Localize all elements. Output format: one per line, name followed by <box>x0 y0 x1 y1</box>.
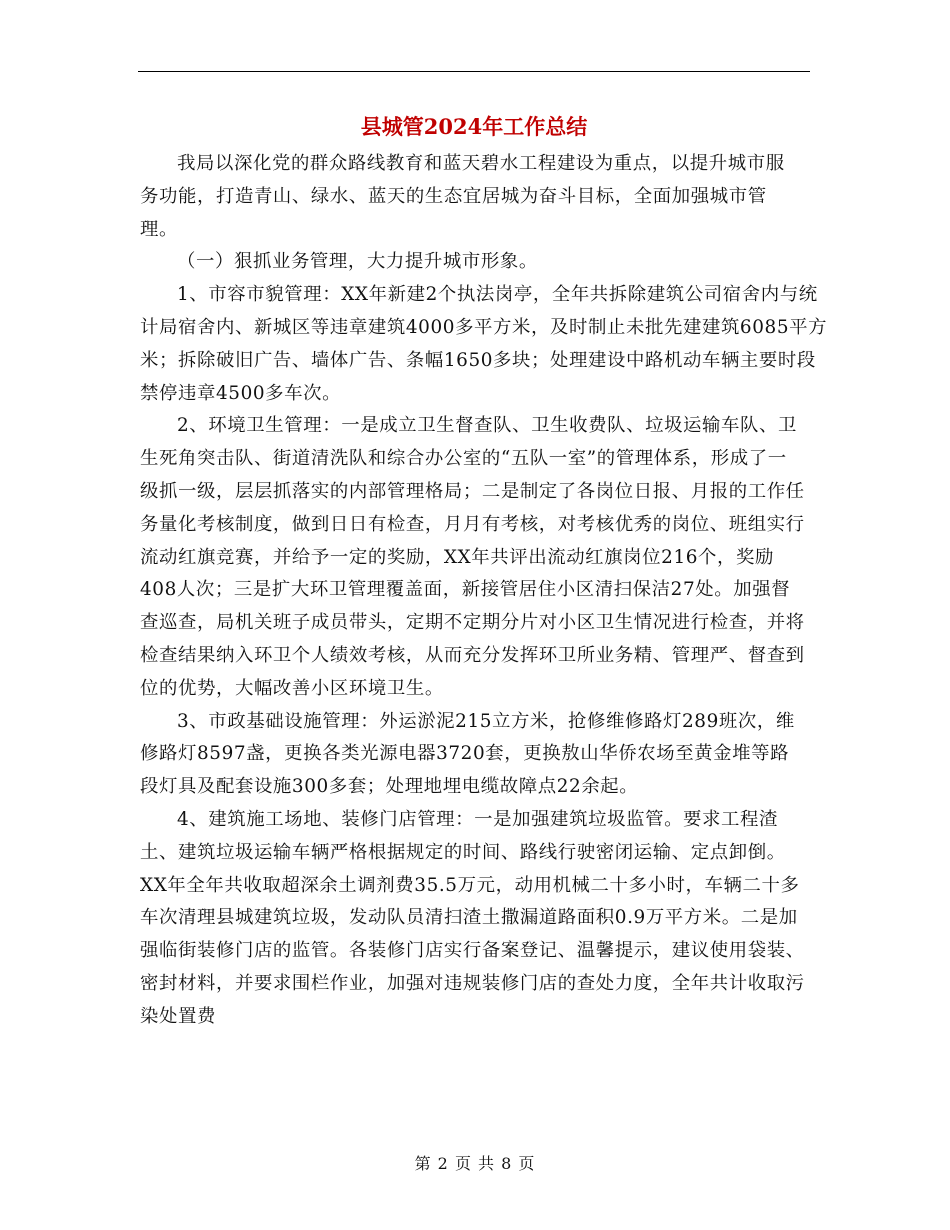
page-footer: 第 2 页 共 8 页 <box>414 1154 536 1173</box>
paragraph-construction: 4、建筑施工场地、装修门店管理：一是加强建筑垃圾监管。要求工程渣土、建筑垃圾运输车辆严格根据规定的时间、路线行驶密闭运输、定点卸倒。XX年全年共收取超深余土调剂费35.5万元，动用机械二十多小时，车辆二十多车次清理县城建筑垃圾，发动队员清扫渣土撒漏道路面积0.9万平方米。二是加强临街装修门店的监管。各装修门店实行备案登记、温馨提示，建议使用袋装、密封材料，并要求围栏作业，加强对违规装修门店的查处力度，全年共计收取污染处置费 <box>140 808 805 1027</box>
document-title: 县城管2024年工作总结 <box>360 114 588 139</box>
document-body <box>140 148 830 1034</box>
section-heading: （一）狠抓业务管理，大力提升城市形象。 <box>177 251 538 273</box>
paragraph-city-appearance: 1、市容市貌管理：XX年新建2个执法岗亭，全年共拆除建筑公司宿舍内与统计局宿舍内、新城区等违章建筑4000多平方米，及时制止未批先建建筑6085平方米；拆除破旧广告、墙体广告、条幅1650多块；处理建设中路机动车辆主要时段禁停违章4500多车次。 <box>140 284 828 404</box>
paragraph-infrastructure: 3、市政基础设施管理：外运淤泥215立方米，抢修维修路灯289班次，维修路灯8597盏，更换各类光源电器3720套，更换敖山华侨农场至黄金堆等路段灯具及配套设施300多套；处理地埋电缆故障点22余起。 <box>140 710 795 798</box>
intro-paragraph: 我局以深化党的群众路线教育和蓝天碧水工程建设为重点，以提升城市服务功能，打造青山、绿水、蓝天的生态宜居城为奋斗目标，全面加强城市管理。 <box>140 153 785 240</box>
header-rule <box>138 71 810 72</box>
paragraph-sanitation: 2、环境卫生管理：一是成立卫生督查队、卫生收费队、垃圾运输车队、卫生死角突击队、街道清洗队和综合办公室的“五队一室”的管理体系，形成了一级抓一级，层层抓落实的内部管理格局；二是制定了各岗位日报、月报的工作任务量化考核制度，做到日日有检查，月月有考核，对考核优秀的岗位、班组实行流动红旗竞赛，并给予一定的奖励，XX年共评出流动红旗岗位216个，奖励408人次；三是扩大环卫管理覆盖面，新接管居住小区清扫保洁27处。加强督查巡查，局机关班子成员带头，定期不定期分片对小区卫生情况进行检查，并将检查结果纳入环卫个人绩效考核，从而充分发挥环卫所业务精、管理严、督查到位的优势，大幅改善小区环境卫生。 <box>140 415 805 699</box>
